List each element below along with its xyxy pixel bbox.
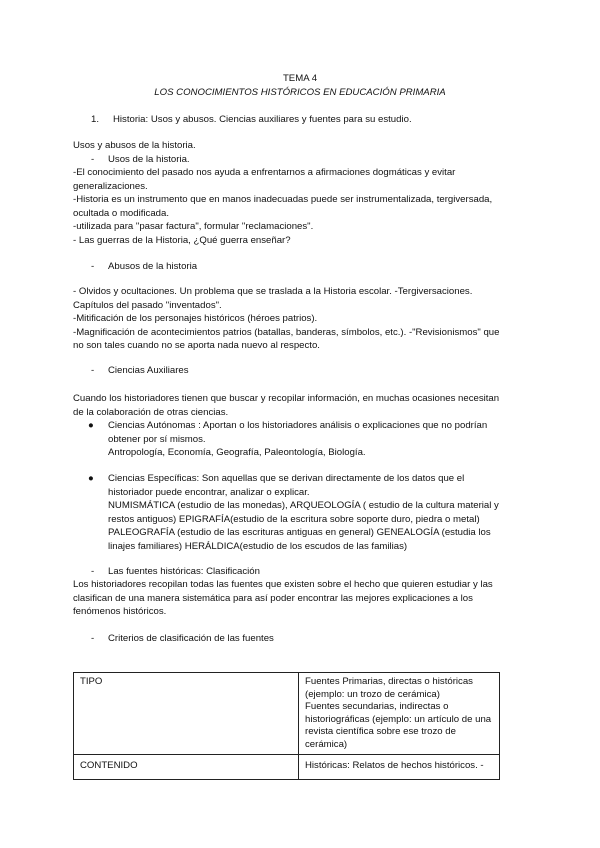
dash-marker: - <box>91 261 95 272</box>
text-line: -utilizada para "pasar factura", formular "reclamaciones". <box>73 221 314 233</box>
text-line: no son tales cuando no se aporta nada nuevo al respecto. <box>73 340 320 352</box>
bullet-icon: ● <box>88 473 94 484</box>
dash-marker: - <box>91 633 95 644</box>
text-line: Los historiadores recopilan todas las fuentes que existen sobre el hecho que quieren estudiar y las <box>73 579 493 590</box>
text-line: Históricas: Relatos de hechos históricos. - <box>305 760 484 771</box>
usos-intro: Usos y abusos de la historia. <box>73 140 196 151</box>
table-row <box>74 755 500 780</box>
section-title: Historia: Usos y abusos. Ciencias auxiliares y fuentes para su estudio. <box>113 114 412 125</box>
ciencias-heading: Ciencias Auxiliares <box>108 365 189 376</box>
abusos-heading: Abusos de la historia <box>108 261 198 272</box>
text-line: Capítulos del pasado "inventados". <box>73 299 222 311</box>
fuentes-heading: Las fuentes históricas: Clasificación <box>108 566 260 577</box>
classification-table <box>73 672 500 780</box>
text-line: Ciencias Específicas: Son aquellas que se derivan directamente de los datos que el <box>108 473 465 484</box>
table-cell-value <box>299 755 500 780</box>
usos-heading: Usos de la historia. <box>108 154 190 165</box>
text-line: generalizaciones. <box>73 180 148 192</box>
dash-marker: - <box>91 154 95 165</box>
text-line: -Magnificación de acontecimientos patrios (batallas, banderas, símbolos, etc.). -"Revisionismos" que <box>73 326 500 338</box>
text-line: historiador puede encontrar, analizar o explicar. <box>108 486 310 498</box>
abusos-paragraph <box>73 285 499 353</box>
ciencias-intro <box>73 392 499 419</box>
text-line: Fuentes Primarias, directas o históricas <box>305 676 473 687</box>
fuentes-paragraph <box>73 578 493 619</box>
dash-marker: - <box>91 566 95 577</box>
text-line: clasifican de una manera sistemática para así poder encontrar las mejores explicaciones a los <box>73 592 473 604</box>
bullet-especificas <box>108 472 499 554</box>
text-line: NUMISMÁTICA (estudio de las monedas), ARQUEOLOGÍA ( estudio de la cultura material y <box>108 500 499 512</box>
text-line: (ejemplo: un trozo de cerámica) <box>305 688 440 700</box>
text-line: fenómenos históricos. <box>73 606 167 618</box>
text-line: restos antiguos) EPIGRAFÍA(estudio de la escritura sobre soporte duro, piedra o metal) <box>108 513 480 525</box>
table-cell-value <box>299 673 500 755</box>
table-row <box>74 673 500 755</box>
text-line: -Historia es un instrumento que en manos inadecuadas puede ser instrumentalizada, tergiversada, <box>73 194 493 206</box>
text-line: Cuando los historiadores tienen que buscar y recopilar información, en muchas ocasiones necesitan <box>73 393 500 404</box>
document-title: LOS CONOCIMIENTOS HISTÓRICOS EN EDUCACIÓN PRIMARIA <box>154 87 446 98</box>
text-line: revista científica sobre ese trozo de cerámica) <box>305 726 456 750</box>
text-line: PALEOGRAFÍA (estudio de las escrituras antiguas en general) GENEALOGÍA (estudia los <box>108 527 491 539</box>
table-cell-label: TIPO <box>74 673 299 755</box>
section-number: 1. <box>91 114 100 125</box>
topic-number: TEMA 4 <box>282 73 318 84</box>
text-line: -Mitificación de los personajes históricos (héroes patrios). <box>73 313 318 325</box>
text-line: Fuentes secundarias, indirectas o <box>305 701 449 712</box>
table-cell-label: CONTENIDO <box>74 755 299 780</box>
text-line: ocultada o modificada. <box>73 207 169 219</box>
usos-paragraph <box>73 166 492 248</box>
text-line: historiográficas (ejemplo: un artículo de una <box>305 713 492 725</box>
text-line: Antropología, Economía, Geografía, Paleontología, Biología. <box>108 447 366 459</box>
text-line: -El conocimiento del pasado nos ayuda a enfrentarnos a afirmaciones dogmáticas y evitar <box>73 167 456 178</box>
text-line: obtener por sí mismos. <box>108 433 206 445</box>
dash-marker: - <box>91 365 95 376</box>
text-line: - Olvidos y ocultaciones. Un problema que se traslada a la Historia escolar. -Tergiversaciones. <box>73 286 473 297</box>
text-line: de la colaboración de otras ciencias. <box>73 406 229 418</box>
bullet-icon: ● <box>88 420 94 431</box>
text-line: - Las guerras de la Historia, ¿Qué guerra enseñar? <box>73 234 291 246</box>
text-line: linajes familiares) HERÁLDICA(estudio de los escudos de las familias) <box>108 540 408 552</box>
criterios-heading: Criterios de clasificación de las fuentes <box>108 633 274 644</box>
bullet-autonomas <box>108 419 487 460</box>
text-line: Ciencias Autónomas : Aportan o los historiadores análisis o explicaciones que no podrían <box>108 420 488 431</box>
